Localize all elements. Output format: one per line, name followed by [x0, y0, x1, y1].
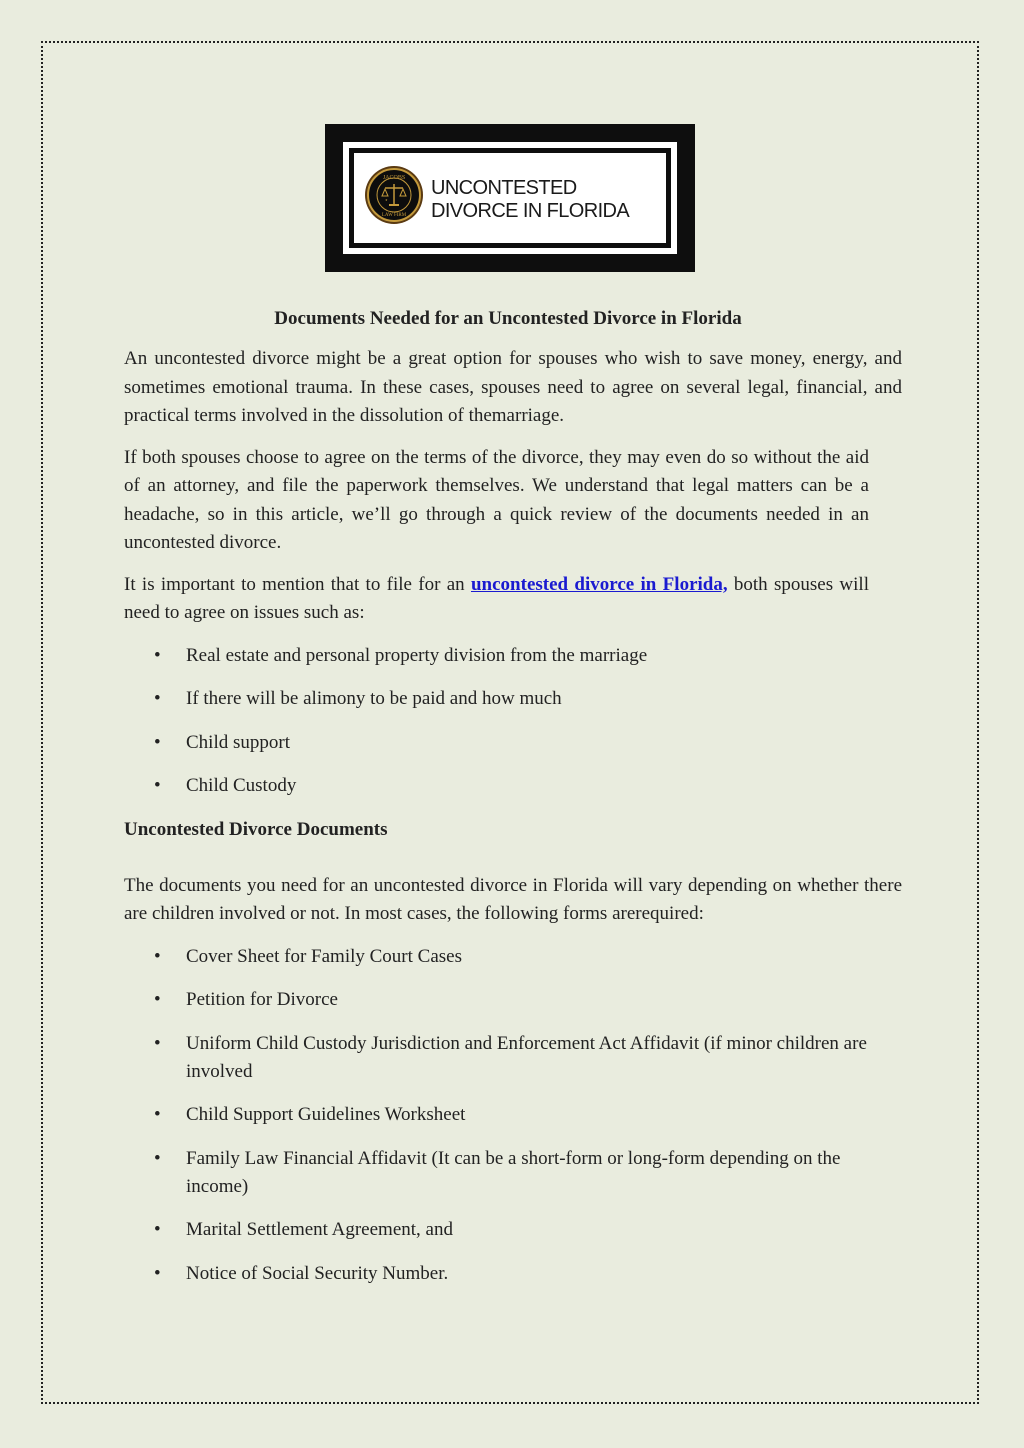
list-item	[124, 1260, 891, 1288]
logo-line-2: DIVORCE IN FLORIDA	[431, 200, 630, 222]
forms-list	[124, 943, 902, 1288]
logo-wordmark	[431, 177, 629, 223]
section-heading: Uncontested Divorce Documents	[124, 818, 388, 840]
bullet-icon: •	[154, 1262, 161, 1284]
intro-paragraph: An uncontested divorce might be a great option for spouses who wish to save money, energy, and sometimes emotional trauma. In these cases, spouses need to agree on several legal, financial, and practical terms involved in the dissolution of themarriage.	[124, 348, 902, 426]
list-item	[124, 772, 891, 800]
issues-list	[124, 642, 902, 801]
svg-text:LAW FIRM: LAW FIRM	[381, 213, 407, 218]
bullet-icon: •	[154, 644, 161, 666]
list-item-text: Child support	[186, 731, 290, 753]
law-firm-seal-icon	[364, 165, 424, 225]
list-item-text: Notice of Social Security Number.	[186, 1262, 449, 1284]
attorney-paragraph: If both spouses choose to agree on the terms of the divorce, they may even do so without the aid of an attorney, and file the paperwork themselves. We understand that legal matters can be a headache, so in this article, we’ll go through a quick review of the documents needed in an uncontested divorce.	[124, 446, 869, 553]
list-item	[124, 986, 891, 1014]
logo-inner-frame	[349, 148, 671, 248]
bullet-icon: •	[154, 688, 161, 709]
bullet-icon: •	[154, 1219, 161, 1240]
logo-line-1: UNCONTESTED	[431, 177, 577, 199]
list-item	[124, 729, 891, 757]
bullet-icon: •	[154, 945, 161, 967]
list-item	[124, 1101, 891, 1129]
bullet-icon: •	[154, 1104, 161, 1125]
logo-banner	[325, 124, 695, 272]
bullet-icon: •	[154, 1147, 161, 1169]
bullet-icon: •	[154, 989, 161, 1010]
list-item-text: Marital Settlement Agreement, and	[186, 1219, 453, 1240]
requirements-text-after: both spouses will need to agree on issues such as:	[124, 573, 869, 623]
list-item-text: Child Support Guidelines Worksheet	[186, 1104, 466, 1125]
requirements-text-before: It is important to mention that to file for an	[124, 573, 471, 595]
list-item	[124, 1030, 891, 1086]
logo-frame	[343, 142, 677, 254]
list-item	[124, 943, 891, 971]
svg-text:★: ★	[385, 198, 388, 202]
list-item-text: Petition for Divorce	[186, 989, 338, 1010]
list-item-text: Child Custody	[186, 775, 297, 796]
documents-paragraph: The documents you need for an uncontested divorce in Florida will vary depending on whether there are children involved or not. In most cases, the following forms arerequired:	[124, 874, 902, 924]
bullet-icon: •	[154, 731, 161, 753]
list-item-text: If there will be alimony to be paid and how much	[186, 688, 562, 709]
list-item-text: Uniform Child Custody Jurisdiction and Enforcement Act Affidavit (if minor children are involved	[186, 1032, 867, 1082]
bullet-icon: •	[154, 1032, 161, 1054]
list-item	[124, 642, 891, 670]
list-item	[124, 1216, 891, 1244]
list-item-text: Cover Sheet for Family Court Cases	[186, 945, 462, 967]
svg-text:JACOBS: JACOBS	[382, 175, 406, 181]
uncontested-divorce-link[interactable]: uncontested divorce in Florida,	[470, 573, 728, 595]
list-item-text: Real estate and personal property division from the marriage	[186, 644, 648, 666]
list-item	[124, 1145, 891, 1201]
article-title: Documents Needed for an Uncontested Divorce in Florida	[274, 308, 742, 329]
article-body	[124, 305, 902, 1303]
list-item	[124, 685, 891, 713]
requirements-paragraph	[124, 571, 869, 628]
list-item-text: Family Law Financial Affidavit (It can be a short-form or long-form depending on the income)	[186, 1147, 841, 1197]
bullet-icon: •	[154, 775, 161, 796]
